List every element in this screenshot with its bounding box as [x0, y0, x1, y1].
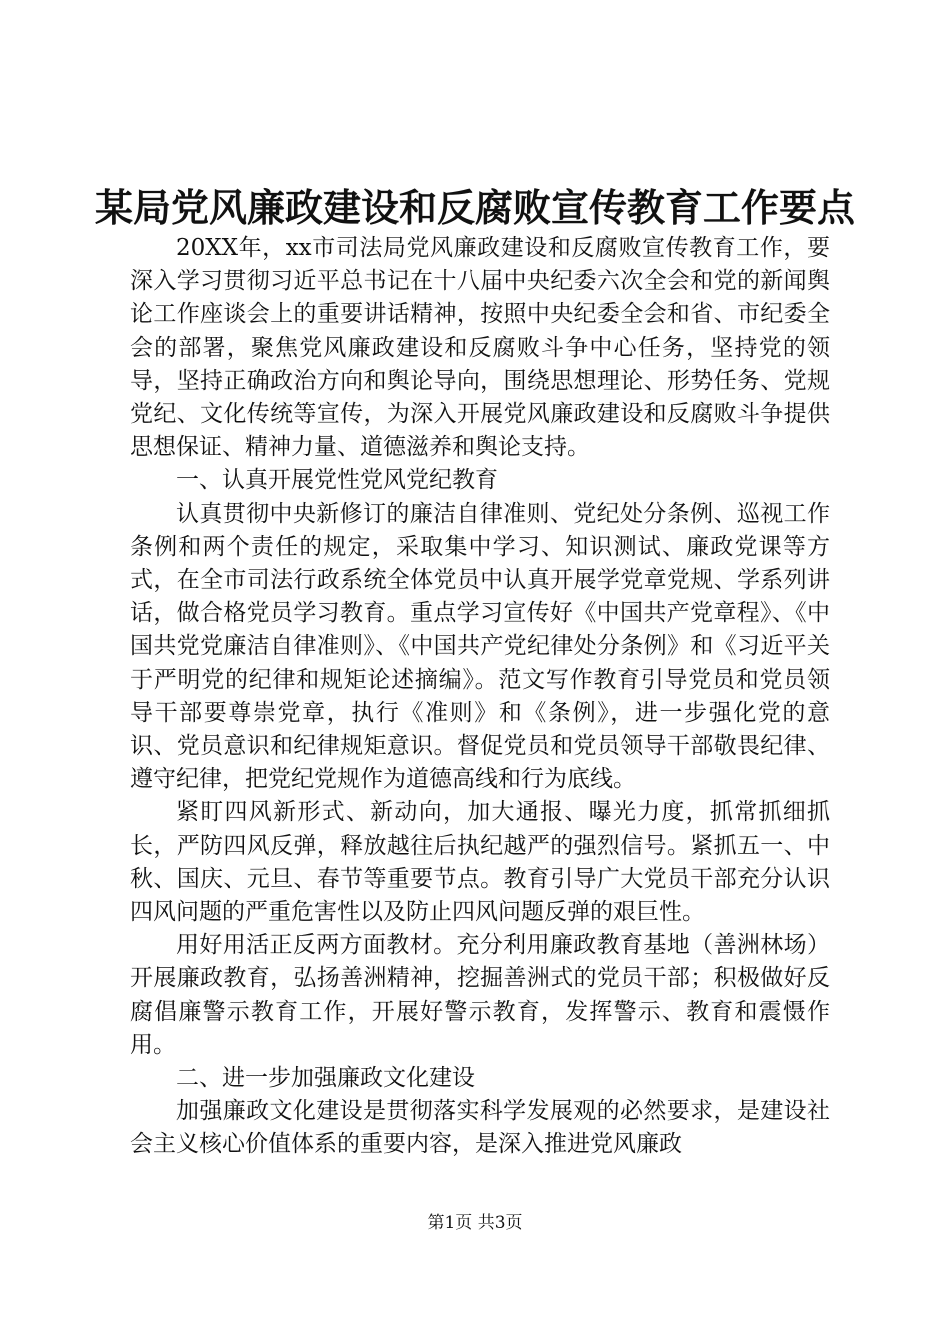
- page-number-footer: 第1页 共3页: [427, 1213, 523, 1233]
- paragraph-party-discipline: 认真贯彻中央新修订的廉洁自律准则、党纪处分条例、巡视工作条例和两个责任的规定，采取集中学习、知识测试、廉政党课等方式，在全市司法行政系统全体党员中认真开展学党章党规、学系列讲话，做合格党员学习教育。重点学习宣传好《中国共产党章程》、《中国共党党廉洁自律准则》、《中国共产党纪律处分条例》和《习近平关于严明党的纪律和规矩论述摘编》。范文写作教育引导党员和党员领导干部要尊崇党章，执行《准则》和《条例》，进一步强化党的意识、党员意识和纪律规矩意识。督促党员和党员领导干部敬畏纪律、遵守纪律，把党纪党规作为道德高线和行为底线。: [130, 500, 830, 793]
- paragraph-teaching-materials: 用好用活正反两方面教材。充分利用廉政教育基地（善洲林场）开展廉政教育，弘扬善洲精神，挖掘善洲式的党员干部；积极做好反腐倡廉警示教育工作，开展好警示教育，发挥警示、教育和震慑作用。: [130, 932, 830, 1058]
- section-heading-1: 一、认真开展党性党风党纪教育: [176, 467, 498, 494]
- paragraph-intro: 20XX年，xx市司法局党风廉政建设和反腐败宣传教育工作，要深入学习贯彻习近平总书记在十八届中央纪委六次全会和党的新闻舆论工作座谈会上的重要讲话精神，按照中央纪委全会和省、市纪委全会的部署，聚焦党风廉政建设和反腐败斗争中心任务，坚持党的领导，坚持正确政治方向和舆论导向，围绕思想理论、形势任务、党规党纪、文化传统等宣传，为深入开展党风廉政建设和反腐败斗争提供思想保证、精神力量、道德滋养和舆论支持。: [130, 235, 830, 461]
- document-title: 某局党风廉政建设和反腐败宣传教育工作要点: [94, 185, 855, 230]
- paragraph-four-styles: 紧盯四风新形式、新动向，加大通报、曝光力度，抓常抓细抓长，严防四风反弹，释放越往后执纪越严的强烈信号。紧抓五一、中秋、国庆、元旦、春节等重要节点。教育引导广大党员干部充分认识四风问题的严重危害性以及防止四风问题反弹的艰巨性。: [130, 799, 830, 926]
- paragraph-integrity-culture: 加强廉政文化建设是贯彻落实科学发展观的必然要求，是建设社会主义核心价值体系的重要内容，是深入推进党风廉政: [130, 1098, 830, 1158]
- section-heading-2: 二、进一步加强廉政文化建设: [176, 1065, 475, 1092]
- document-body: [130, 232, 830, 1162]
